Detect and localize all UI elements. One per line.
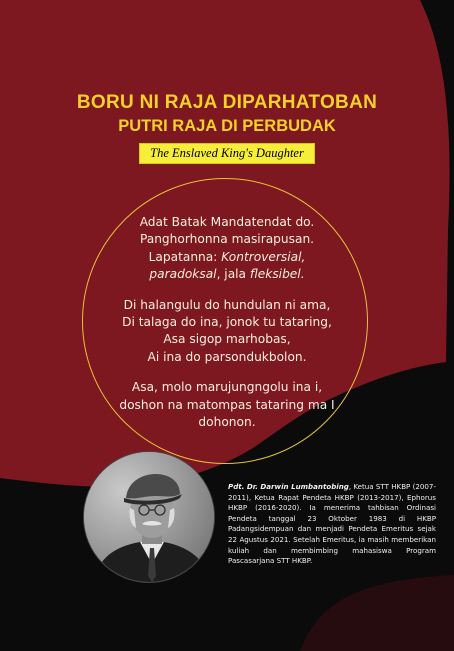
- poem-line: Lapatanna: Kontroversial,: [148, 249, 306, 264]
- title-block: [0, 92, 454, 164]
- author-name: Pdt. Dr. Darwin Lumbantobing: [228, 482, 349, 491]
- poem-line: Panghorhonna masirapusan.: [139, 232, 315, 247]
- poem-text: [92, 214, 362, 431]
- poem-line: doshon na matompas tataring ma I: [119, 397, 335, 412]
- poem-line: Di talaga do ina, jonok tu tataring,: [122, 315, 332, 330]
- author-bio-text: , Ketua STT HKBP (2007-2011), Ketua Rapat Pendeta HKBP (2013-2017), Ephorus HKBP (2016-2020). Ia menerima tahbisan Ordinasi Pendeta tanggal 23 Oktober 1983 di HKBP Padangsidempuan dan menjadi Pendeta Emeritus sejak 22 Agustus 2021. Setelah Emeritus, ia masih memberikan kuliah dan membimbing mahasiswa Program Pascasarjana STT HKBP.: [228, 482, 436, 566]
- poem-line: Asa sigop marhobas,: [163, 332, 291, 347]
- title-english-banner: The Enslaved King's Daughter: [139, 143, 315, 164]
- poem-line: Asa, molo marujungngolu ina i,: [131, 380, 323, 395]
- poem-line: Adat Batak Mandatendat do.: [139, 215, 315, 229]
- poem-line: Di halangulu do hundulan ni ama,: [123, 297, 331, 312]
- poem-line: paradoksal, jala fleksibel.: [149, 267, 305, 282]
- title-batak: BORU NI RAJA DIPARHATOBAN: [76, 92, 378, 113]
- poem-line: Ai ina do parsondukbolon.: [147, 349, 307, 364]
- poem-line: dohonon.: [198, 415, 256, 430]
- title-indonesian: PUTRI RAJA DI PERBUDAK: [118, 117, 336, 135]
- author-photo: [84, 452, 214, 582]
- author-portrait-illustration: [84, 452, 214, 582]
- author-bio: [228, 482, 436, 567]
